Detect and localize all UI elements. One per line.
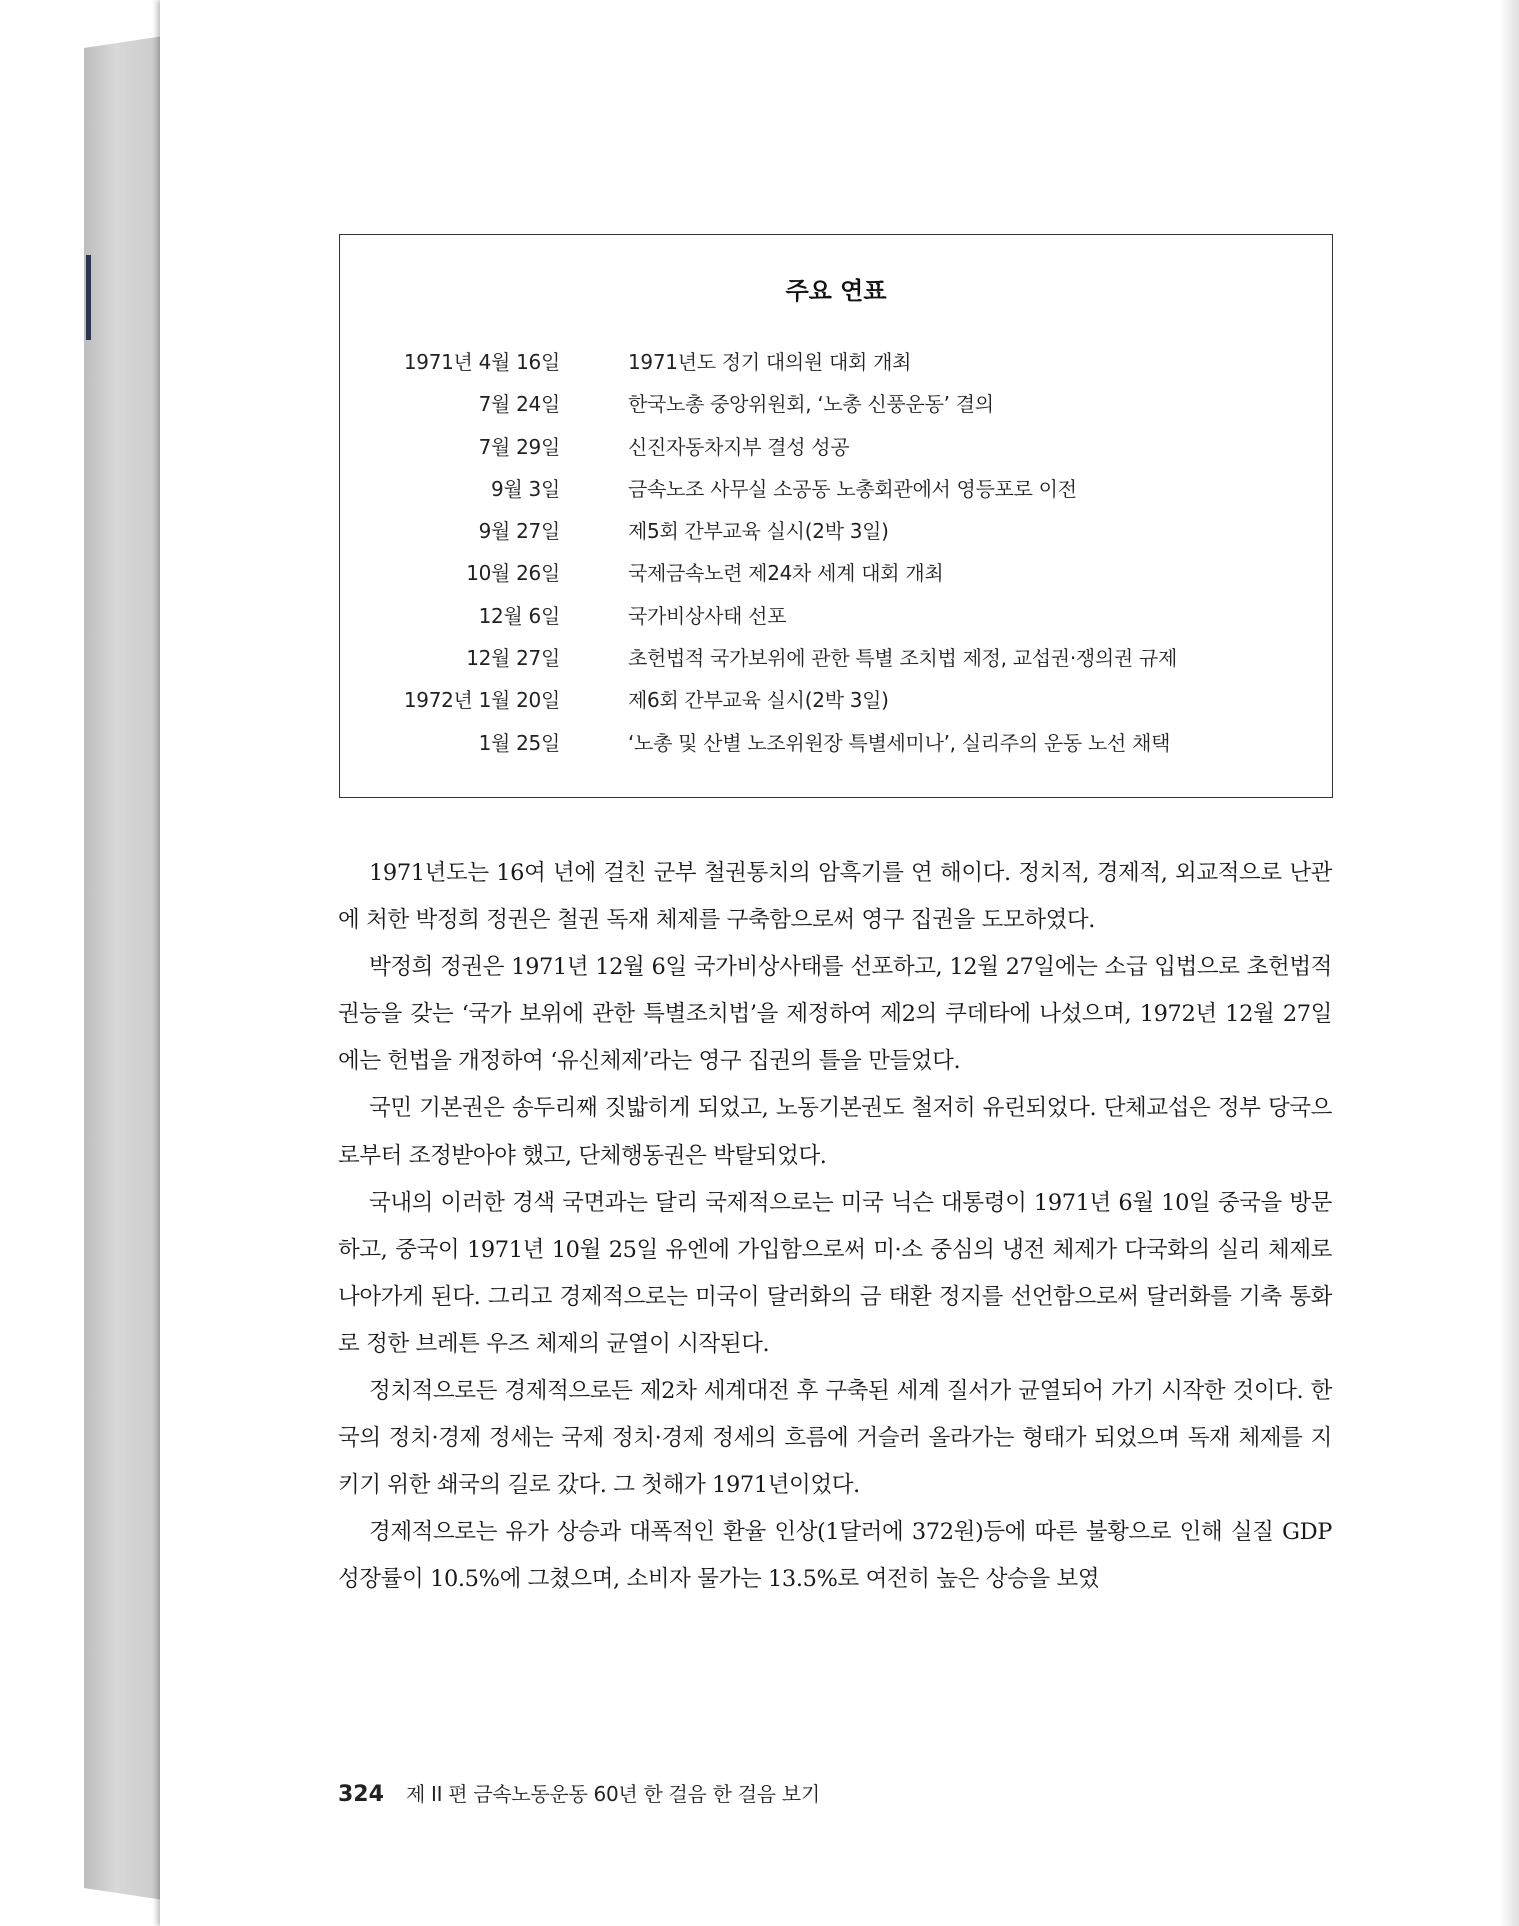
timeline-row <box>340 557 1332 599</box>
timeline-row <box>340 473 1332 515</box>
timeline-event: 1971년도 정기 대의원 대회 개최 <box>628 350 912 374</box>
page-gutter-shadow <box>1499 0 1519 1926</box>
body-paragraph: 1971년도는 16여 년에 걸친 군부 철권통치의 암흑기를 연 해이다. 정치적, 경제적, 외교적으로 난관에 처한 박정희 정권은 철권 독재 체제를 구축함으로써 영구 집권을 도모하였다. <box>338 860 1332 934</box>
body-paragraph: 경제적으로는 유가 상승과 대폭적인 환율 인상(1달러에 372원)등에 따른 불황으로 인해 실질 GDP 성장률이 10.5%에 그쳤으며, 소비자 물가는 13.5%로 여전히 높은 상승을 보였 <box>338 1519 1332 1593</box>
timeline-date: 1월 25일 <box>478 730 560 755</box>
timeline-row <box>340 346 1332 388</box>
timeline-event: 제5회 간부교육 실시(2박 3일) <box>628 519 889 544</box>
timeline-event: 한국노총 중앙위원회, ‘노총 신풍운동’ 결의 <box>628 392 994 417</box>
timeline-date: 12월 6일 <box>478 603 560 628</box>
timeline-date: 1972년 1월 20일 <box>403 688 560 713</box>
body-paragraph: 정치적으로든 경제적으로든 제2차 세계대전 후 구축된 세계 질서가 균열되어 가기 시작한 것이다. 한국의 정치·경제 정세는 국제 정치·경제 정세의 흐름에 거슬러 올라가는 형태가 되었으며 독재 체제를 지키기 위한 쇄국의 길로 갔다. 그 첫해가 1971년이었다. <box>338 1378 1332 1499</box>
timeline-row <box>340 515 1332 557</box>
running-section-title: 제 II 편 금속노동운동 60년 한 걸음 한 걸음 보기 <box>405 1782 820 1806</box>
body-paragraph: 국민 기본권은 송두리째 짓밟히게 되었고, 노동기본권도 철저히 유린되었다. 단체교섭은 정부 당국으로부터 조정받아야 했고, 단체행동권은 박탈되었다. <box>338 1095 1332 1169</box>
timeline-event: 신진자동차지부 결성 성공 <box>628 434 850 459</box>
body-paragraph: 박정희 정권은 1971년 12월 6일 국가비상사태를 선포하고, 12월 27일에는 소급 입법으로 초헌법적 권능을 갖는 ‘국가 보위에 관한 특별조치법’을 제정하여 제2의 쿠데타에 나섰으며, 1972년 12월 27일에는 헌법을 개정하여 ‘유신체제’라는 영구 집권의 틀을 만들었다. <box>338 954 1332 1075</box>
timeline-event: 금속노조 사무실 소공동 노총회관에서 영등포로 이전 <box>628 476 1077 501</box>
book-edge-ribbon <box>86 255 91 340</box>
timeline-date: 12월 27일 <box>466 646 560 671</box>
timeline-date: 9월 27일 <box>478 519 560 544</box>
timeline-event: 국가비상사태 선포 <box>628 603 787 628</box>
timeline-date: 10월 26일 <box>466 561 560 586</box>
timeline-date: 7월 29일 <box>478 434 560 459</box>
page-footer <box>338 1778 820 1807</box>
timeline-row <box>340 431 1332 473</box>
body-paragraph: 국내의 이러한 경색 국면과는 달리 국제적으로는 미국 닉슨 대통령이 1971년 6월 10일 중국을 방문하고, 중국이 1971년 10월 25일 유엔에 가입함으로써 미·소 중심의 냉전 체제가 다국화의 실리 체제로 나아가게 된다. 그리고 경제적으로는 미국이 달러화의 금 태환 정지를 선언함으로써 달러화를 기축 통화로 정한 브레튼 우즈 체제의 균열이 시작된다. <box>338 1189 1332 1357</box>
timeline-date: 1971년 4월 16일 <box>403 350 560 374</box>
body-text <box>338 850 1332 1604</box>
timeline-rows <box>340 346 1332 769</box>
page-number: 324 <box>338 1782 384 1807</box>
book-page-edge <box>84 36 164 1900</box>
timeline-row <box>340 642 1332 684</box>
timeline-row <box>340 388 1332 430</box>
timeline-title: 주요 연표 <box>785 277 887 305</box>
timeline-event: 초헌법적 국가보위에 관한 특별 조치법 제정, 교섭권·쟁의권 규제 <box>628 646 1178 671</box>
timeline-box <box>339 234 1333 798</box>
timeline-row <box>340 684 1332 726</box>
timeline-event: 제6회 간부교육 실시(2박 3일) <box>628 688 889 713</box>
timeline-date: 7월 24일 <box>478 392 560 417</box>
timeline-row <box>340 600 1332 642</box>
timeline-event: ‘노총 및 산별 노조위원장 특별세미나’, 실리주의 운동 노선 채택 <box>628 730 1171 755</box>
timeline-row <box>340 727 1332 769</box>
timeline-event: 국제금속노련 제24차 세계 대회 개최 <box>628 561 944 586</box>
timeline-date: 9월 3일 <box>491 476 560 501</box>
